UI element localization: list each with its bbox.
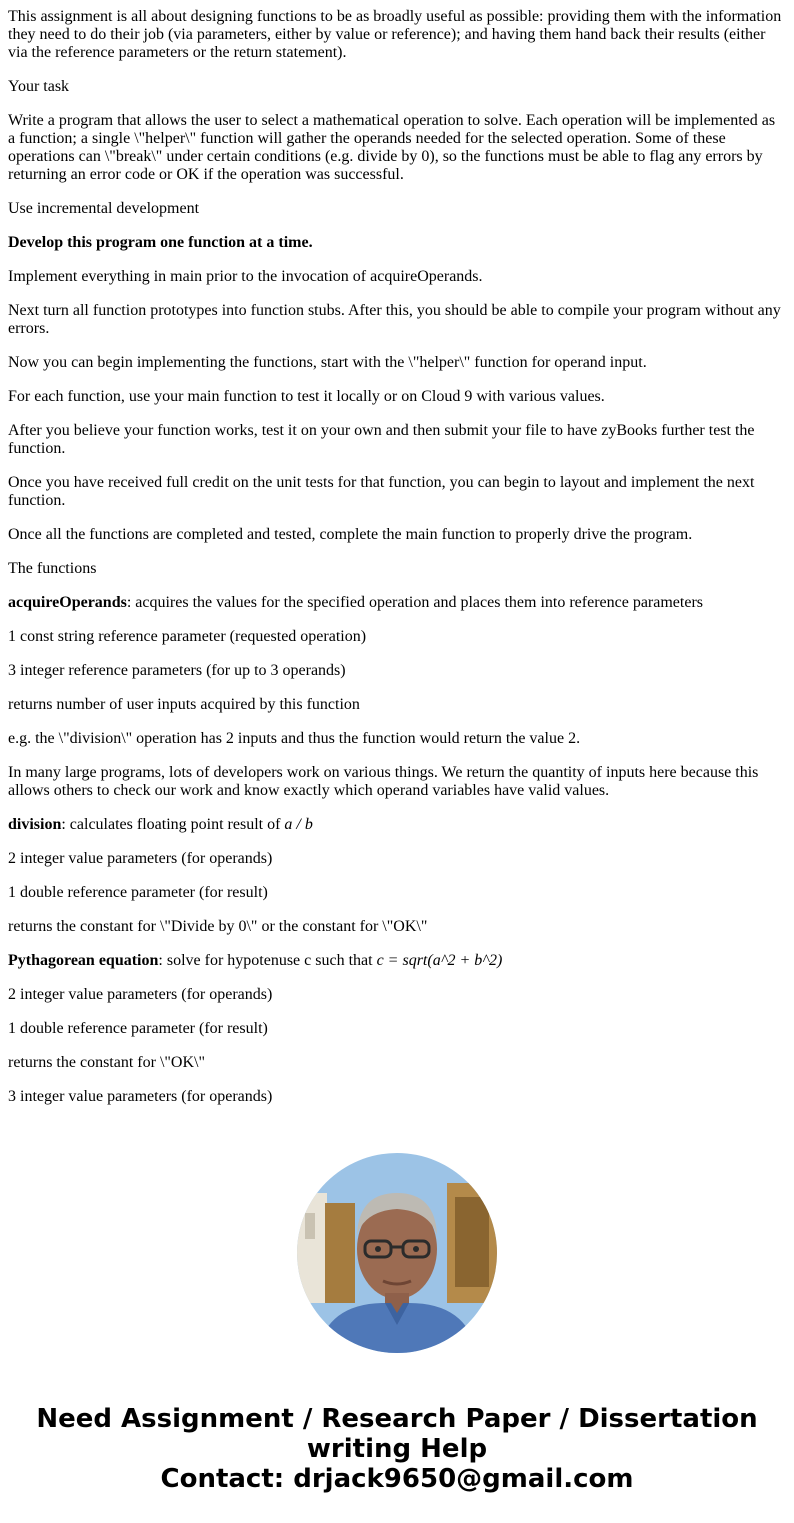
- step-5: After you believe your function works, test it on your own and then submit your file to have zyBooks further test the function.: [8, 422, 755, 457]
- division-formula: a / b: [284, 816, 313, 833]
- division-detail-2: 1 double reference parameter (for result): [8, 884, 268, 901]
- your-task-heading: Your task: [8, 78, 70, 95]
- division-name: division: [8, 816, 62, 833]
- promo-line-2: writing Help: [306, 1434, 488, 1464]
- step-3: Now you can begin implementing the functions, start with the \"helper\" function for operand input.: [8, 354, 647, 371]
- division-detail-3: returns the constant for \"Divide by 0\" or the constant for \"OK\": [8, 918, 428, 935]
- promo-contact: Contact: drjack9650@gmail.com: [160, 1464, 634, 1494]
- step-4: For each function, use your main function to test it locally or on Cloud 9 with various values.: [8, 388, 605, 405]
- pythagorean-detail-2: 1 double reference parameter (for result): [8, 1020, 268, 1037]
- acquire-operands-name: acquireOperands: [8, 594, 127, 611]
- division-detail-1: 2 integer value parameters (for operands): [8, 850, 273, 867]
- division-definition: [8, 816, 784, 834]
- acquire-detail-3: returns number of user inputs acquired by this function: [8, 696, 360, 713]
- step-2: Next turn all function prototypes into function stubs. After this, you should be able to compile your program without any errors.: [8, 302, 781, 337]
- step-6: Once you have received full credit on the unit tests for that function, you can begin to layout and implement the next function.: [8, 474, 755, 509]
- division-desc: : calculates floating point result of: [61, 816, 285, 833]
- promo-line-1: Need Assignment / Research Paper / Dissertation: [36, 1404, 758, 1434]
- document-body: [8, 8, 784, 1122]
- incremental-heading: Use incremental development: [8, 200, 200, 217]
- pythagorean-detail-3: returns the constant for \"OK\": [8, 1054, 206, 1071]
- acquire-detail-1: 1 const string reference parameter (requested operation): [8, 628, 367, 645]
- pythagorean-detail-4: 3 integer value parameters (for operands): [8, 1088, 273, 1105]
- pythagorean-name: Pythagorean equation: [8, 952, 159, 969]
- develop-bold: Develop this program one function at a time.: [8, 234, 313, 251]
- acquire-detail-4: e.g. the \"division\" operation has 2 inputs and thus the function would return the value 2.: [8, 730, 581, 747]
- acquire-detail-2: 3 integer reference parameters (for up to 3 operands): [8, 662, 346, 679]
- acquire-operands-desc: : acquires the values for the specified operation and places them into reference parameters: [126, 594, 704, 611]
- functions-heading: The functions: [8, 560, 97, 577]
- pythagorean-desc: : solve for hypotenuse c such that: [158, 952, 377, 969]
- step-7: Once all the functions are completed and tested, complete the main function to properly drive the program.: [8, 526, 693, 543]
- acquire-operands-definition: [8, 594, 784, 612]
- promo-banner: [0, 1404, 794, 1494]
- acquire-detail-5: In many large programs, lots of developers work on various things. We return the quantity of inputs here because this allows others to check our work and know exactly which operand variables have valid values.: [8, 764, 759, 799]
- develop-instruction: [8, 234, 784, 252]
- intro-paragraph: This assignment is all about designing functions to be as broadly useful as possible: providing them with the information they need to do their job (via parameters, either by value or reference); and having them hand back their results (either via the reference parameters or the return statement).: [8, 8, 782, 61]
- task-description: Write a program that allows the user to select a mathematical operation to solve. Each operation will be implemented as a function; a single \"helper\" function will gather the operands needed for the selected operation. Some of these operations can \"break\" under certain conditions (e.g. divide by 0), so the functions must be able to flag any errors by returning an error code or OK if the operation was successful.: [8, 112, 776, 183]
- pythagorean-definition: [8, 952, 784, 970]
- step-1: Implement everything in main prior to the invocation of acquireOperands.: [8, 268, 483, 285]
- pythagorean-formula: c = sqrt(a^2 + b^2): [376, 952, 503, 969]
- author-avatar: [297, 1153, 497, 1353]
- pythagorean-detail-1: 2 integer value parameters (for operands): [8, 986, 273, 1003]
- avatar-portrait: [297, 1153, 497, 1353]
